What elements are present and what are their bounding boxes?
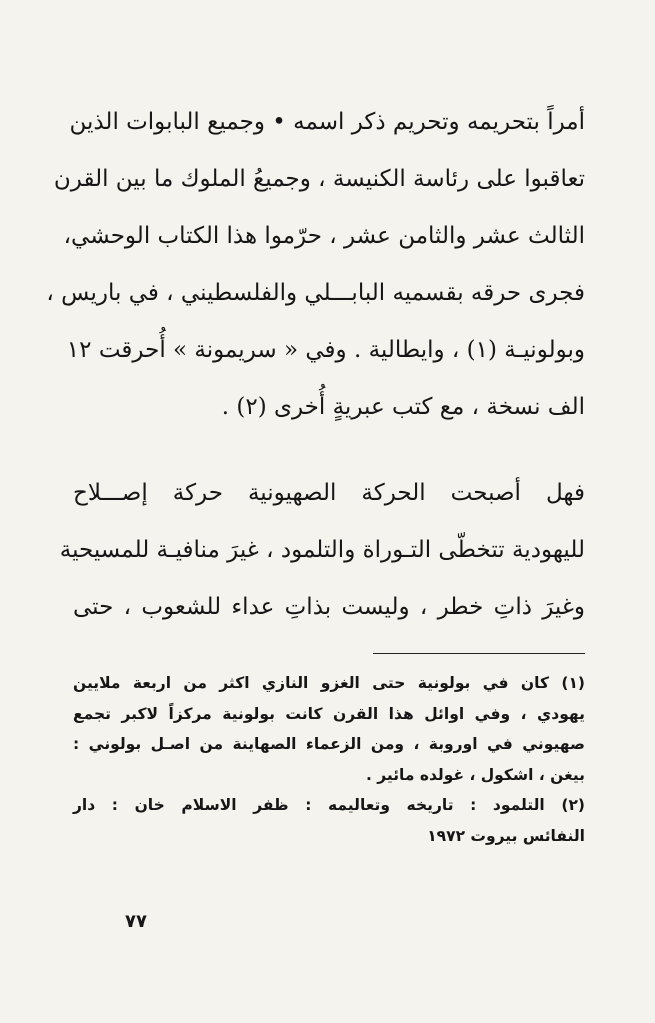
body-line: وغيرَ ذاتِ خطر ، وليست بذاتِ عداء للشعوب ، حتى xyxy=(73,594,585,620)
body-line: الثالث عشر والثامن عشر ، حرّموا هذا الكتاب الوحشي، xyxy=(63,223,585,249)
body-line: أمراً بتحريمه وتحريم ذكر اسمه • وجميع البابوات الذين xyxy=(69,109,585,135)
body-paragraph-1 xyxy=(46,94,585,436)
body-paragraph-2 xyxy=(59,465,585,636)
body-line: فهل أصبحت الحركة الصهيونية حركة إصـــلاح xyxy=(73,480,585,506)
footnote-line: يهودي ، وفي اوائل هذا القرن كانت بولونية مركزاً لاكبر تجمع xyxy=(73,704,585,723)
footnotes xyxy=(73,668,585,851)
body-line: تعاقبوا على رئاسة الكنيسة ، وجميعُ الملوك ما بين القرن xyxy=(53,166,585,192)
page-number: ٧٧ xyxy=(125,911,147,932)
footnote-line: (٢) التلمود : تاريخه وتعاليمه : ظفر الاسلام خان : دار xyxy=(73,796,585,814)
footnote-line: (١) كان في بولونية حتى الغزو النازي اكثر من اربعة ملايين xyxy=(73,674,585,692)
body-line: لليهودية تتخطّى التـوراة والتلمود ، غيرَ منافيـة للمسيحية xyxy=(59,537,585,563)
footnote-line: صهيوني في اوروبة ، ومن الزعماء الصهاينة من اصـل بولوني : xyxy=(73,735,585,753)
footnote-line: بيغن ، اشكول ، غولده مائير . xyxy=(365,765,585,784)
body-line: وبولونيـة (١) ، وايطالية . وفي « سريمونة » أُحرقت ١٢ xyxy=(66,337,585,363)
footnote-line: النفائس بيروت ١٩٧٢ xyxy=(427,826,585,845)
footnote-divider xyxy=(373,653,585,654)
body-line: الف نسخة ، مع كتب عبريةٍ أُخرى (٢) . xyxy=(221,394,585,420)
body-line: فجرى حرقه بقسميه البابـــلي والفلسطيني ، في باريس ، xyxy=(46,280,585,306)
